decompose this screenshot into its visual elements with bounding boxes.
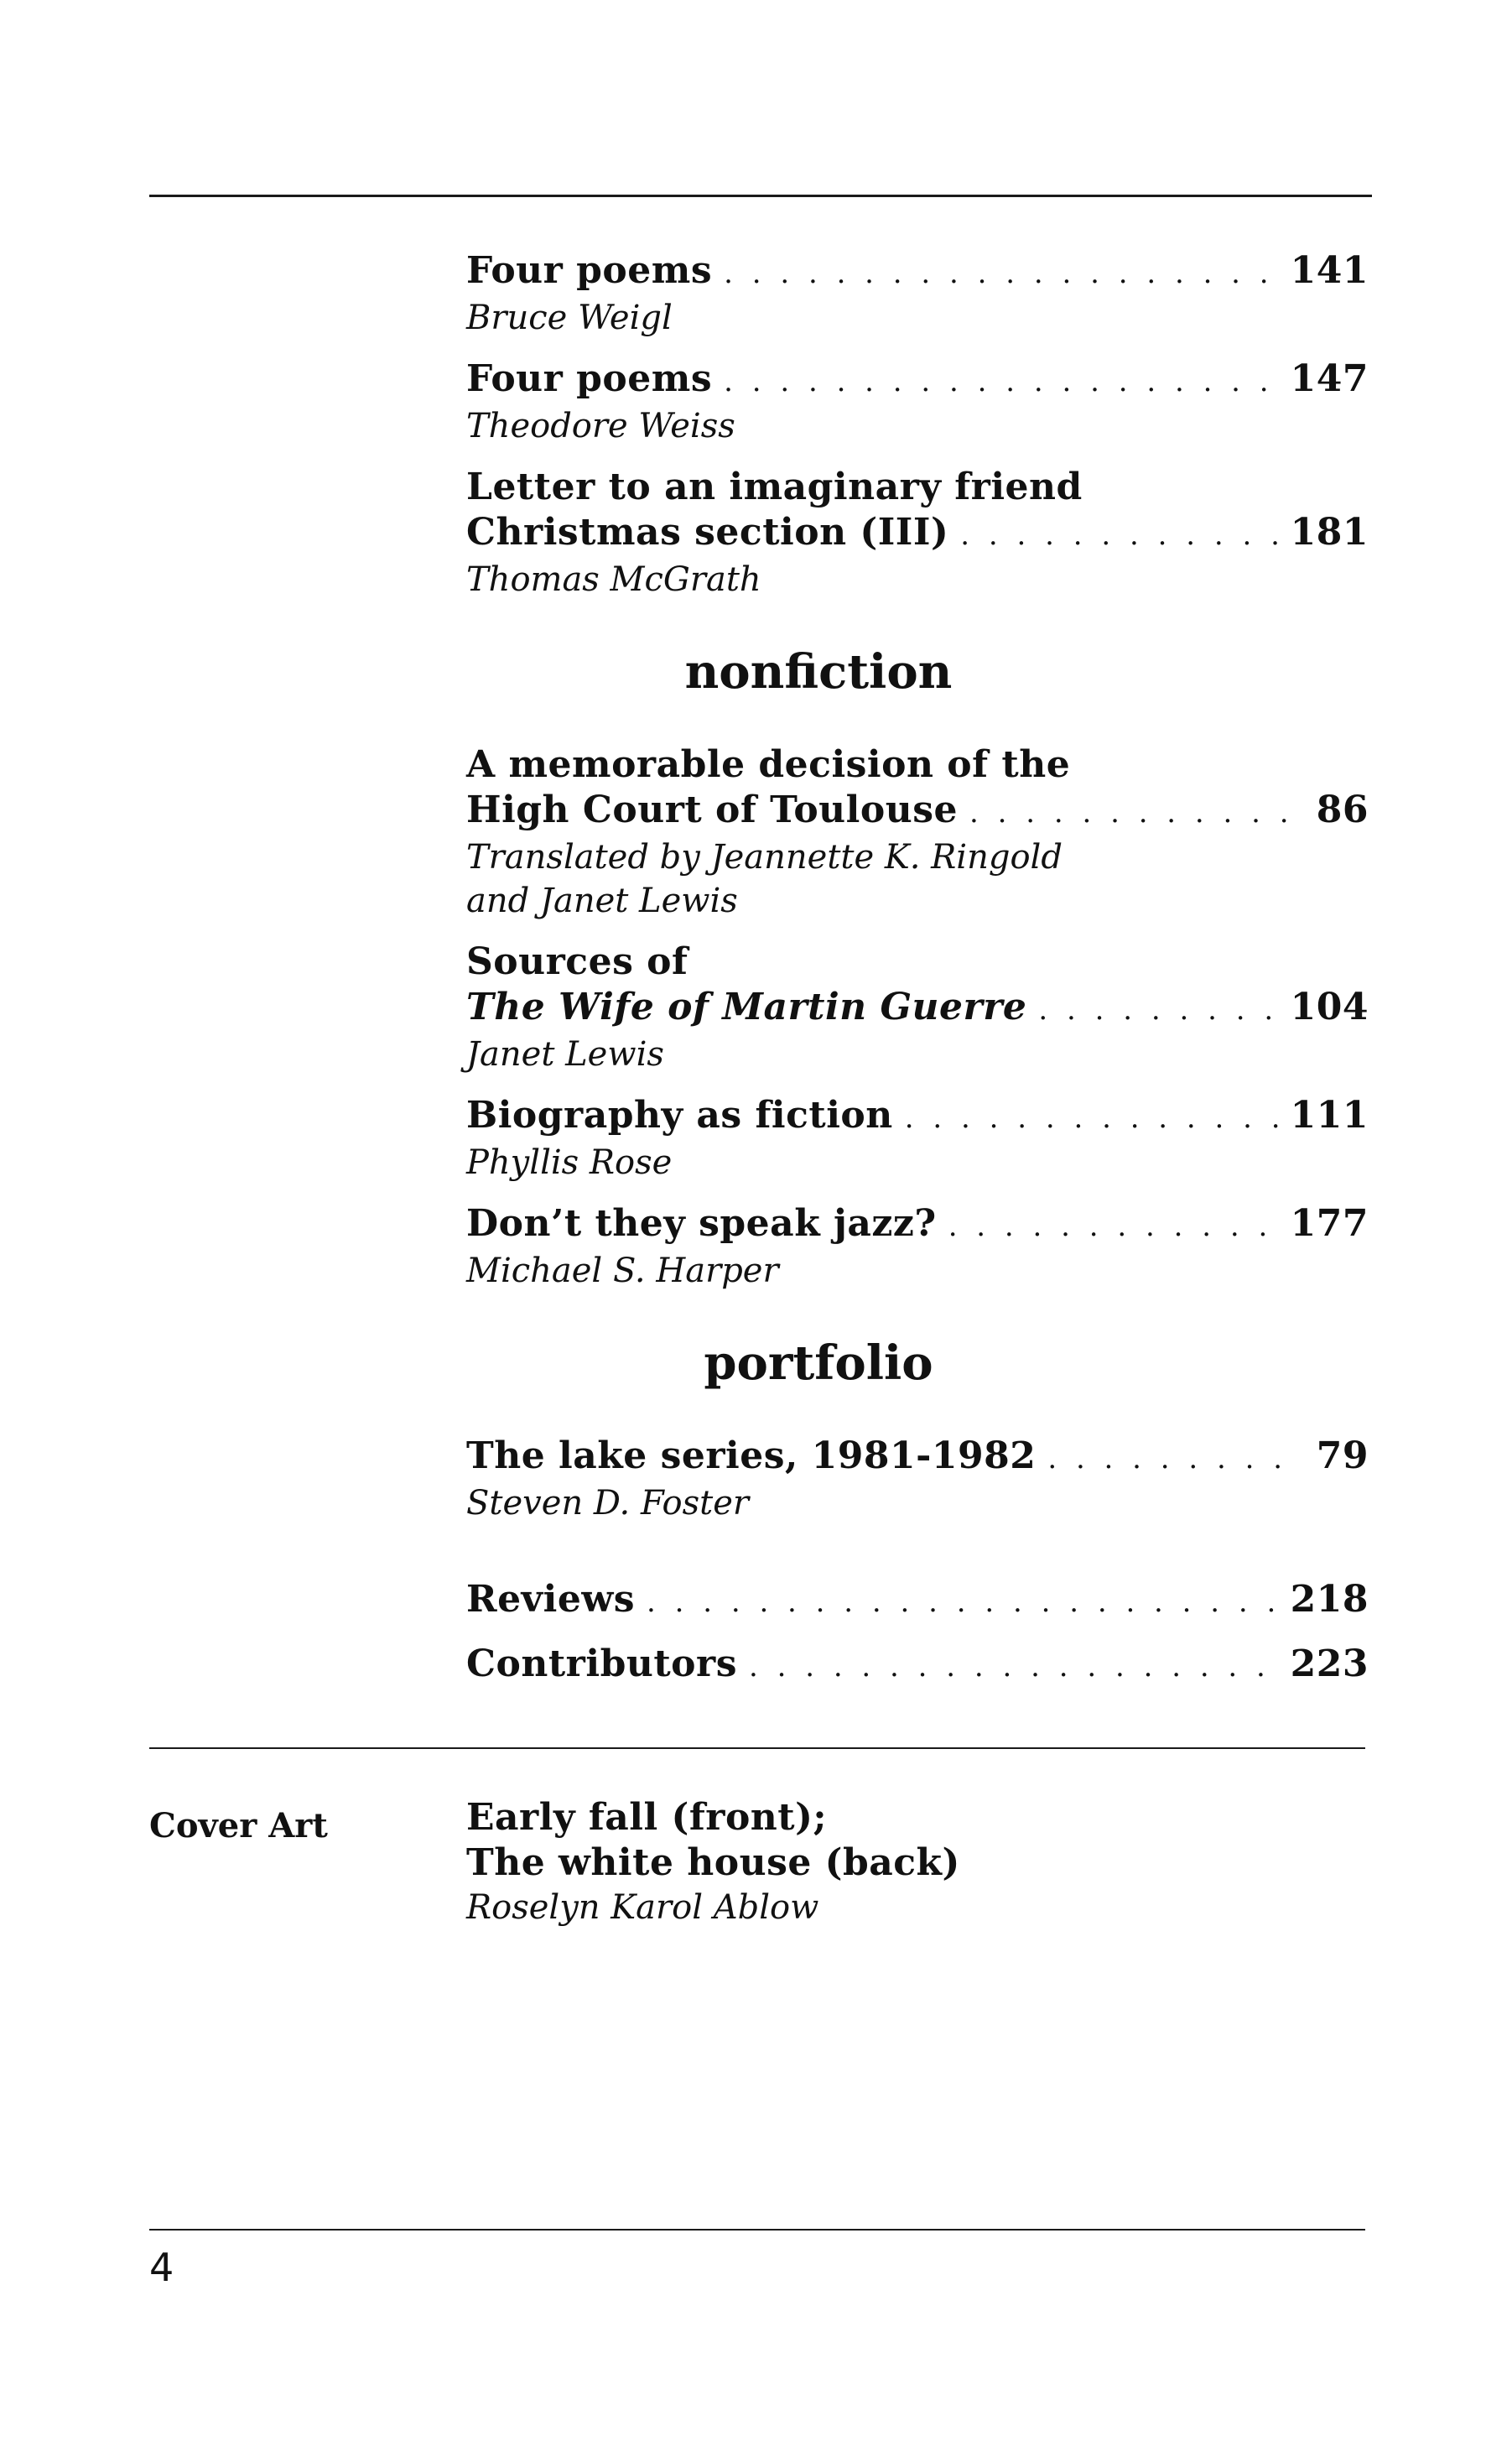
entry-author-line1: Translated by Jeannette K. Ringold bbox=[466, 838, 1063, 877]
dot-leader bbox=[724, 251, 1279, 296]
toc-entry[interactable] bbox=[466, 465, 1369, 601]
entry-author: Janet Lewis bbox=[466, 1035, 664, 1074]
entry-page: 86 bbox=[1316, 789, 1369, 831]
middle-rule bbox=[149, 1747, 1365, 1749]
section-heading-nonfiction: nonfiction bbox=[684, 644, 953, 700]
entry-author: Theodore Weiss bbox=[466, 407, 735, 445]
dot-leader bbox=[960, 513, 1278, 558]
section-heading-portfolio: portfolio bbox=[704, 1335, 933, 1391]
entry-title: Christmas section (III) bbox=[466, 511, 949, 554]
toc-entry[interactable] bbox=[466, 1577, 1369, 1625]
toc-entry[interactable] bbox=[466, 1434, 1369, 1525]
entry-page: 104 bbox=[1290, 986, 1369, 1028]
entry-title-line1: A memorable decision of the bbox=[466, 743, 1071, 786]
entry-title: Four poems bbox=[466, 357, 713, 400]
cover-artist: Roselyn Karol Ablow bbox=[466, 1888, 819, 1927]
cover-title-line2: The white house (back) bbox=[466, 1841, 960, 1884]
dot-leader bbox=[905, 1096, 1279, 1141]
dot-leader bbox=[724, 359, 1279, 404]
entry-title: The lake series, 1981-1982 bbox=[466, 1434, 1037, 1477]
cover-title-line1: Early fall (front); bbox=[466, 1796, 828, 1839]
dot-leader bbox=[969, 790, 1298, 835]
entry-page: 141 bbox=[1290, 249, 1369, 292]
cover-art-info bbox=[466, 1795, 1305, 1929]
cover-art-label: Cover Art bbox=[149, 1806, 328, 1845]
dot-leader bbox=[1047, 1436, 1298, 1481]
toc-entry[interactable] bbox=[466, 248, 1369, 340]
entry-title: Four poems bbox=[466, 249, 713, 292]
toc-entry[interactable] bbox=[466, 357, 1369, 448]
entry-page: 147 bbox=[1290, 357, 1369, 400]
entry-page: 223 bbox=[1290, 1642, 1369, 1685]
toc-entry[interactable] bbox=[466, 1093, 1369, 1184]
toc-entry[interactable] bbox=[466, 742, 1369, 923]
entry-title-line1: Letter to an imaginary friend bbox=[466, 466, 1083, 508]
entry-title: High Court of Toulouse bbox=[466, 789, 958, 831]
entry-page: 181 bbox=[1290, 511, 1369, 554]
toc-entry[interactable] bbox=[466, 1642, 1369, 1689]
entry-author: Steven D. Foster bbox=[466, 1484, 750, 1523]
dot-leader bbox=[749, 1644, 1279, 1689]
toc-entry[interactable] bbox=[466, 1201, 1369, 1293]
entry-author: Phyllis Rose bbox=[466, 1143, 673, 1182]
entry-author: Michael S. Harper bbox=[466, 1252, 779, 1290]
bottom-rule bbox=[149, 2229, 1365, 2231]
page-number: 4 bbox=[149, 2245, 174, 2290]
entry-author: and Janet Lewis bbox=[466, 882, 738, 920]
entry-author: Thomas McGrath bbox=[466, 560, 761, 599]
entry-title: The Wife of Martin Guerre bbox=[466, 986, 1027, 1028]
entry-title-line1: Sources of bbox=[466, 940, 688, 983]
dot-leader bbox=[647, 1580, 1279, 1625]
entry-title: Reviews bbox=[466, 1578, 635, 1621]
top-rule bbox=[149, 195, 1372, 197]
toc-entry[interactable] bbox=[466, 940, 1369, 1076]
entry-page: 177 bbox=[1290, 1202, 1369, 1245]
entry-author: Bruce Weigl bbox=[466, 299, 673, 337]
entry-title: Biography as fiction bbox=[466, 1094, 893, 1137]
entry-title: Contributors bbox=[466, 1642, 737, 1685]
entry-title: Don’t they speak jazz? bbox=[466, 1202, 937, 1245]
entry-page: 79 bbox=[1316, 1434, 1369, 1477]
dot-leader bbox=[1038, 987, 1278, 1033]
entry-page: 111 bbox=[1290, 1094, 1369, 1137]
dot-leader bbox=[948, 1204, 1279, 1249]
table-of-contents bbox=[466, 248, 1369, 1689]
entry-page: 218 bbox=[1290, 1578, 1369, 1621]
